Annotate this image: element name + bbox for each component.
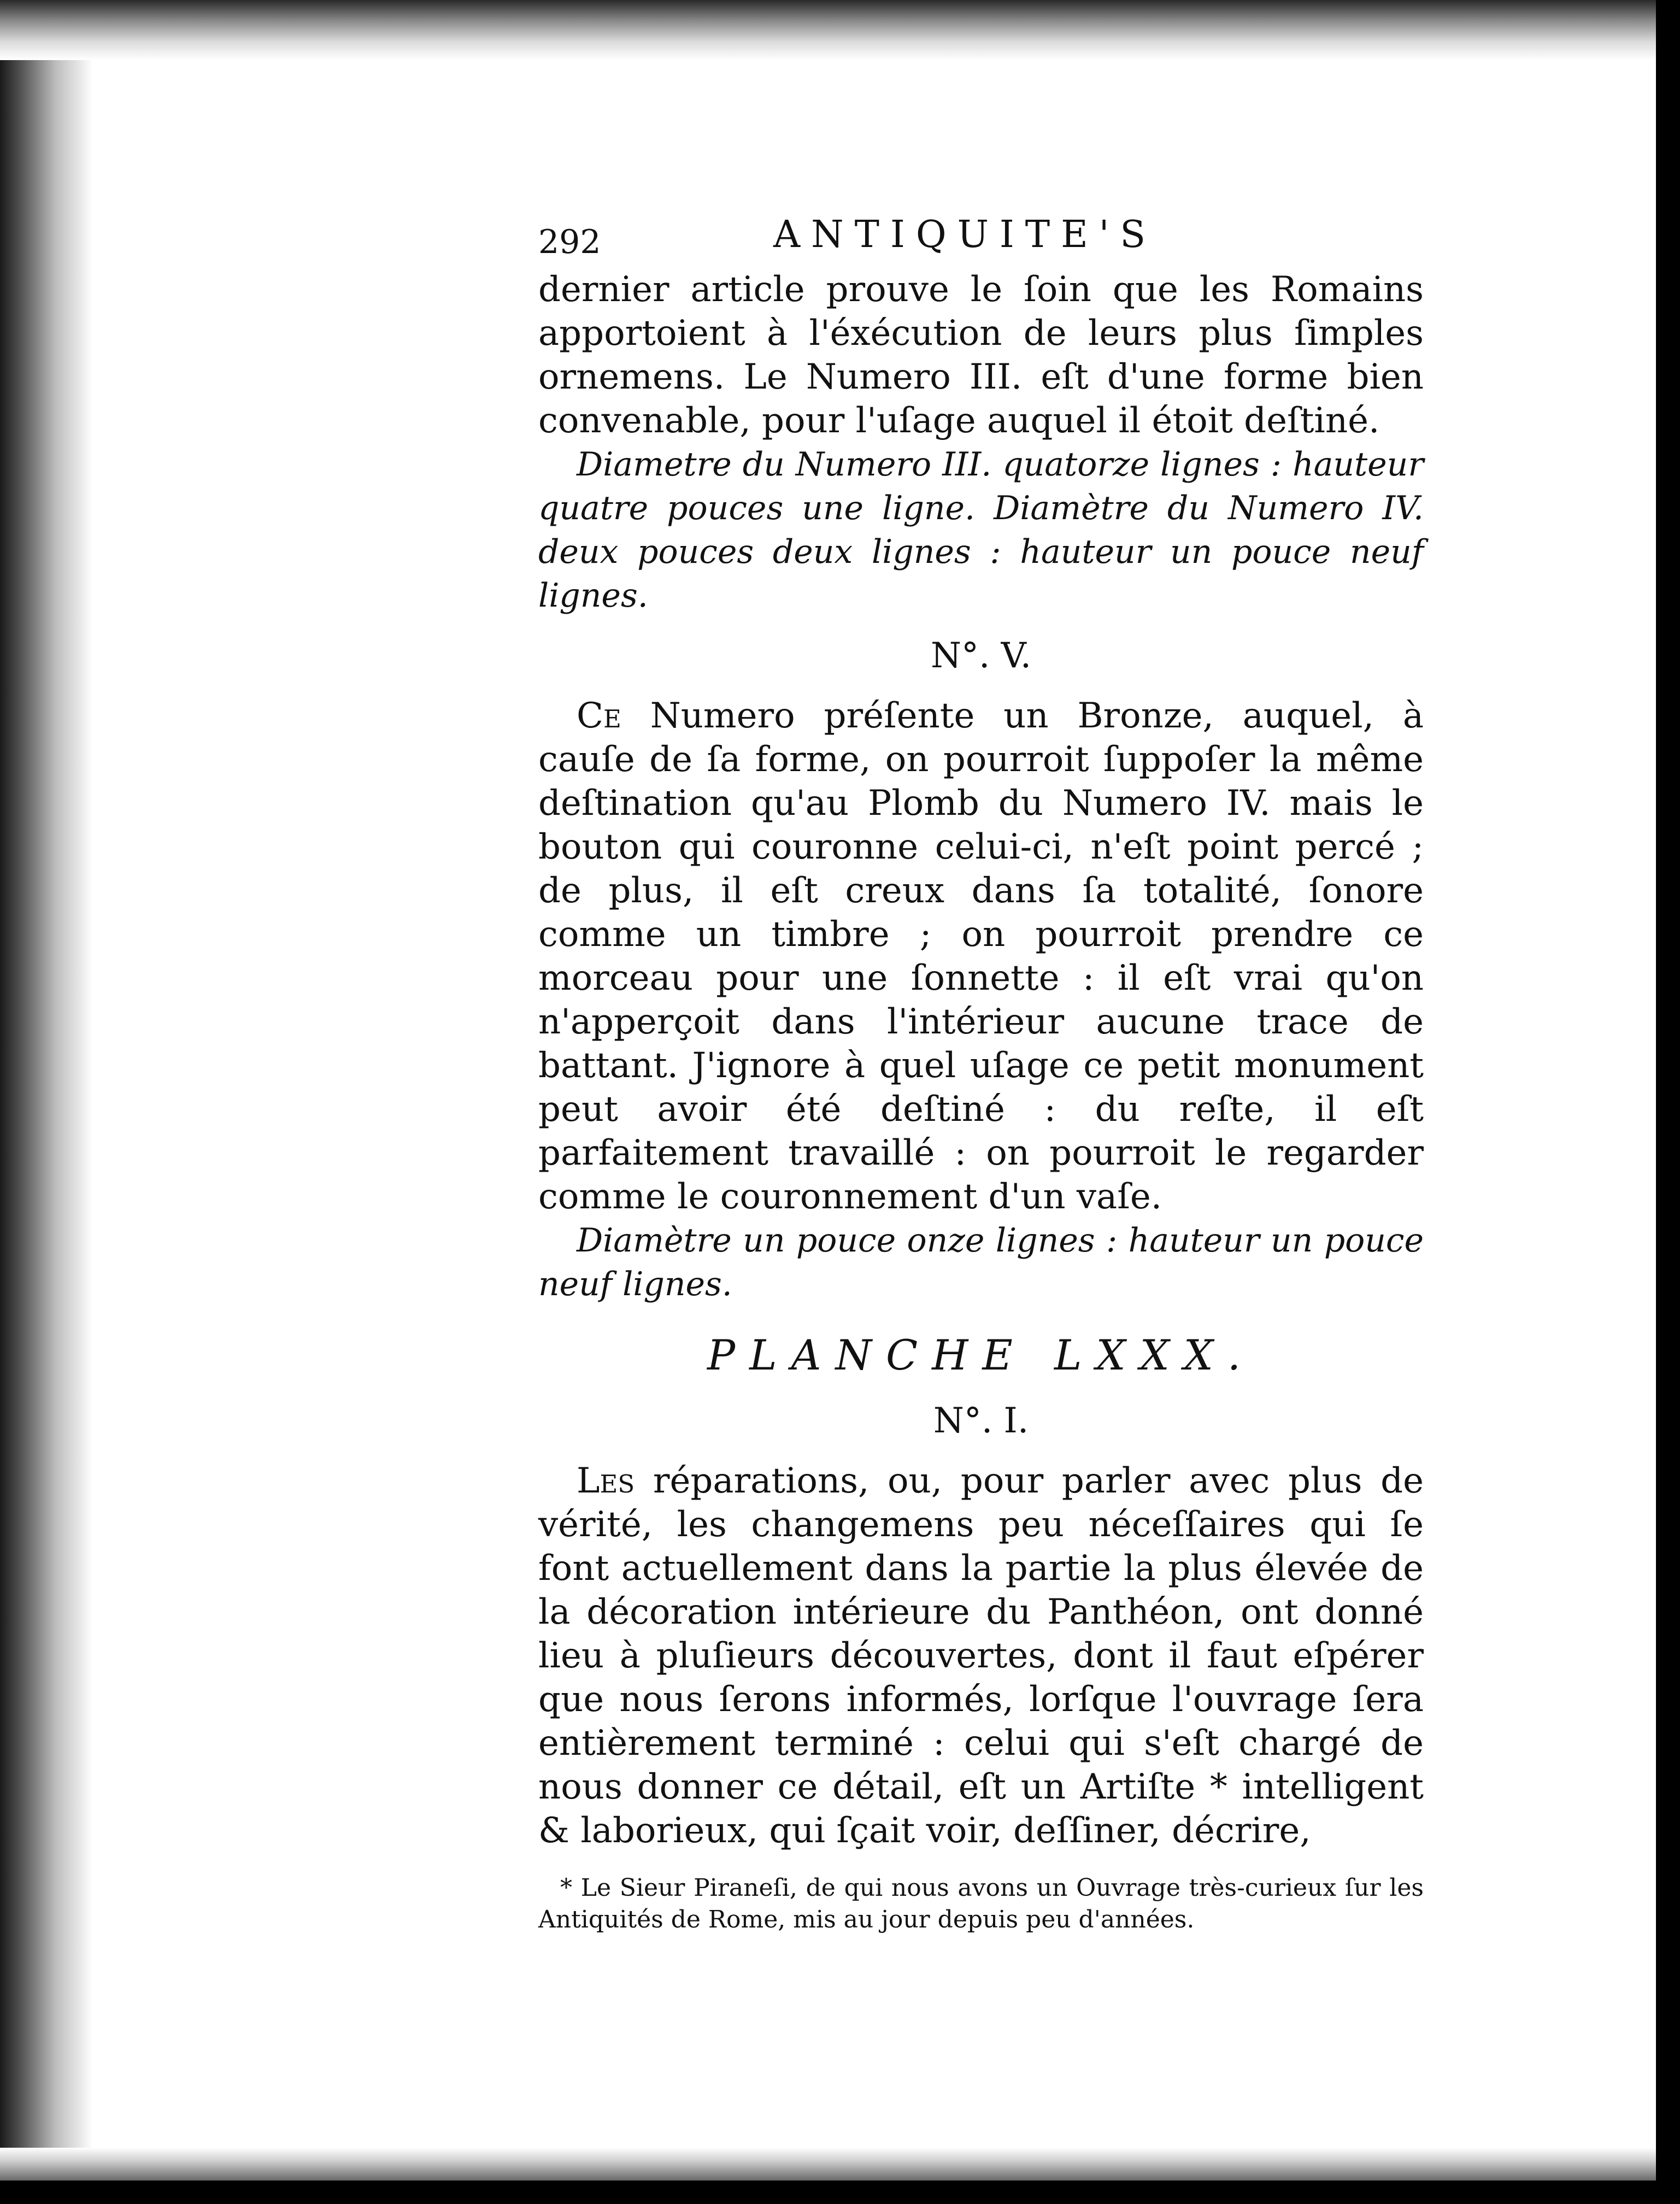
section-heading-no-v: N°. V. [930,636,1032,676]
paragraph-3 [538,1459,1424,1853]
text-block [538,213,1424,1960]
paragraph-2-text: Numero préſente un Bronze, auquel, à cauſe de ſa forme, on pourroit ſuppoſer la même deſtination qu'au Plomb du Numero IV. mais le bouton qui couronne celui-ci, n'eſt point percé ; de plus, il eſt creux dans ſa totalité, ſonore comme un timbre ; on pourroit prendre ce morceau pour une ſonnette : il eſt vrai qu'on n'apperçoit dans l'intérieur aucune trace de battant. J'ignore à quel uſage ce petit monument peut avoir été deſtiné : du reſte, il eſt parfaitement travaillé : on pourroit le regarder comme le couronnement d'un vaſe. [538,696,1424,1217]
paragraph-2-lead: Ce [577,696,621,736]
paragraph-1: dernier article prouve le ſoin que les Romains apportoient à l'éxécution de leurs plus ſimples ornemens. Le Numero III. eſt d'une forme bien convenable, pour l'uſage auquel il étoit deſtiné. [538,269,1424,441]
footnote: * Le Sieur Piraneſi, de qui nous avons un Ouvrage très-curieux ſur les Antiquités de Rome, mis au jour depuis peu d'années. [538,1874,1424,1933]
page-header [538,213,1424,268]
measurement-note-1: Diametre du Numero III. quatorze lignes : hauteur quatre pouces une ligne. Diamètre du Numero IV. deux pouces deux lignes : hauteur un pouce neuf lignes. [538,445,1424,615]
measurement-note-2: Diamètre un pouce onze lignes : hauteur un pouce neuf lignes. [538,1221,1424,1303]
paragraph-2 [538,694,1424,1219]
page-number: 292 [538,223,601,261]
scan-edge-bottom [0,2148,1656,2181]
scan-edge-top [0,0,1656,60]
paragraph-3-text: réparations, ou, pour parler avec plus de vérité, les changemens peu néceſſaires qui ſe font actuellement dans la partie la plus élevée de la décoration intérieure du Panthéon, ont donné lieu à pluſieurs découvertes, dont il faut eſpérer que nous ſerons informés, lorſque l'ouvrage ſera entièrement terminé : celui qui s'eſt chargé de nous donner ce détail, eſt un Artiſte * intelligent & laborieux, qui ſçait voir, deſſiner, décrire, [538,1461,1424,1851]
running-title: ANTIQUITE'S [773,213,1157,256]
scan-edge-left [0,0,93,2181]
paragraph-3-lead: Les [577,1461,635,1501]
section-heading-no-i: N°. I. [933,1401,1029,1441]
planche-heading: PLANCHE LXXX. [707,1331,1255,1379]
